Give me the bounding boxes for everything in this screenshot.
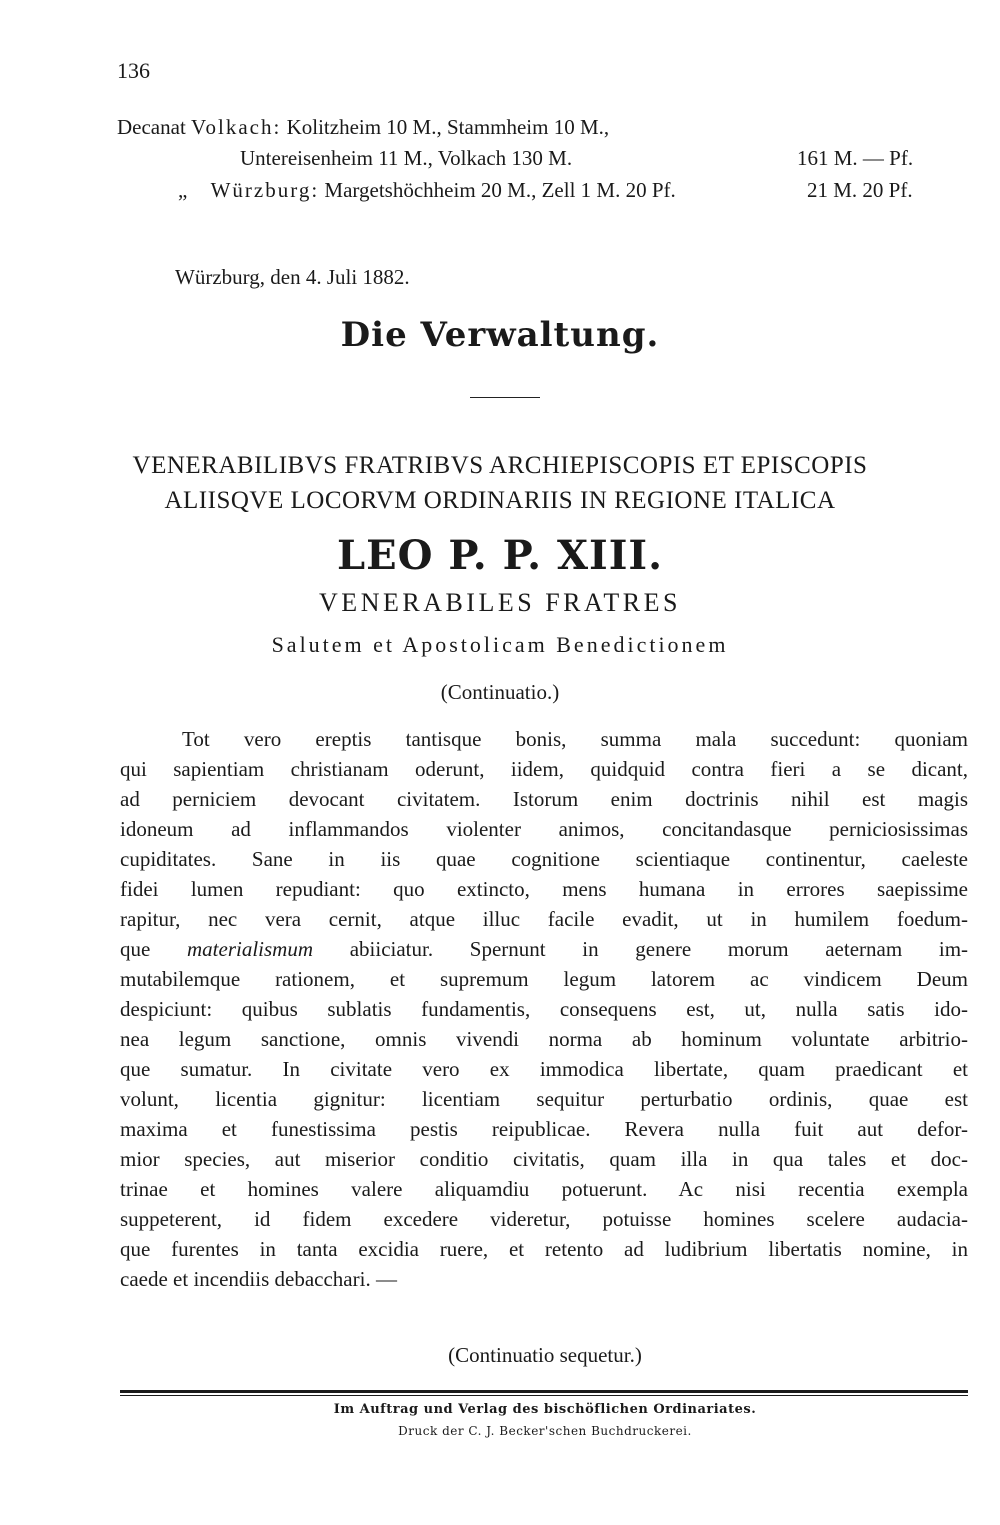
encyclical-body	[120, 724, 968, 1294]
donation-amount: 161 M. — Pf.	[797, 146, 914, 170]
body-line: que sumatur. In civitate vero ex immodica libertate, quam praedicant et	[120, 1057, 968, 1081]
body-line: fidei lumen repudiant: quo extincto, mens humana in errores saepissime	[120, 877, 968, 901]
donation-amount: 21 M. 20 Pf.	[807, 178, 913, 202]
body-line: despiciunt: quibus sublatis fundamentis, consequens est, ut, nulla satis ido-	[120, 997, 968, 1021]
body-line: qui sapientiam christianam oderunt, iidem, quidquid contra fieri a se dicant,	[120, 757, 968, 781]
donation-line: Margetshöchheim 20 M., Zell 1 M. 20 Pf.	[324, 178, 676, 202]
encyclical-address-line: VENERABILIBVS FRATRIBVS ARCHIEPISCOPIS ET EPISCOPIS	[132, 452, 868, 479]
body-line: mutabilemque rationem, et supremum legum latorem ac vindicem Deum	[120, 967, 968, 991]
donation-line-continued: Untereisenheim 11 M., Volkach 130 M.	[240, 146, 573, 170]
imprint-publisher: Im Auftrag und Verlag des bischöflichen Ordinariates.	[333, 1402, 757, 1417]
donation-prefix: Decanat	[117, 115, 186, 139]
body-line: que furentes in tanta excidia ruere, et retento ad ludibrium libertatis nomine, in	[120, 1237, 968, 1261]
dateline: Würzburg, den 4. Juli 1882.	[175, 265, 410, 289]
body-line	[120, 934, 968, 964]
donation-place: Würzburg:	[210, 178, 320, 202]
footer-rule-thin	[120, 1395, 968, 1396]
body-line: caede et incendiis debacchari. —	[120, 1267, 397, 1291]
administration-signature: Die Verwaltung.	[340, 315, 660, 355]
continuatio-sequetur: (Continuatio sequetur.)	[448, 1343, 642, 1367]
donation-prefix: „	[178, 178, 188, 202]
body-line: cupiditates. Sane in iis quae cognitione scientiaque continentur, caeleste	[120, 847, 968, 871]
page-number: 136	[117, 58, 150, 83]
body-line: volunt, licentia gignitur: licentiam sequitur perturbatio ordinis, quae est	[120, 1087, 968, 1111]
body-line: ad perniciem devocant civitatem. Istorum enim doctrinis nihil est magis	[120, 787, 968, 811]
encyclical-address-line: ALIISQVE LOCORVM ORDINARIIS IN REGIONE ITALICA	[164, 487, 836, 514]
body-line: trinae et homines valere aliquamdiu potuerunt. Ac nisi recentia exempla	[120, 1177, 968, 1201]
imprint-printer: Druck der C. J. Becker'schen Buchdruckerei.	[398, 1424, 692, 1438]
body-line: mior species, aut miserior conditio civitatis, quam illa in qua tales et doc-	[120, 1147, 968, 1171]
body-line: maxima et funestissima pestis reipublicae. Revera nulla fuit aut defor-	[120, 1117, 968, 1141]
footer-rule-thick	[120, 1390, 968, 1393]
pope-name: LEO P. P. XIII.	[336, 532, 664, 579]
donation-line: Kolitzheim 10 M., Stammheim 10 M.,	[286, 115, 610, 139]
body-text-run: que	[120, 937, 151, 961]
italic-term: materialismum	[187, 937, 314, 961]
body-line: nea legum sanctione, omnis vivendi norma ab hominum voluntate arbitrio-	[120, 1027, 968, 1051]
body-line: Tot vero ereptis tantisque bonis, summa mala succedunt: quoniam	[182, 727, 968, 751]
donation-entry-volkach	[117, 115, 609, 140]
body-text-run: abiiciatur. Spernunt in genere morum aeternam im-	[349, 937, 969, 961]
continuatio-heading: (Continuatio.)	[440, 680, 560, 704]
donation-entry-wuerzburg	[178, 178, 676, 203]
section-divider	[470, 397, 540, 398]
greeting: Salutem et Apostolicam Benedictionem	[271, 632, 729, 657]
body-line: suppeterent, id fidem excedere videretur, potuisse homines scelere audacia-	[120, 1207, 968, 1231]
salutation-title: VENERABILES FRATRES	[319, 588, 681, 617]
body-line: rapitur, nec vera cernit, atque illuc facile evadit, ut in humilem foedum-	[120, 907, 968, 931]
body-line: idoneum ad inflammandos violenter animos, concitandasque perniciosissimas	[120, 817, 968, 841]
donation-place: Volkach:	[191, 115, 282, 139]
